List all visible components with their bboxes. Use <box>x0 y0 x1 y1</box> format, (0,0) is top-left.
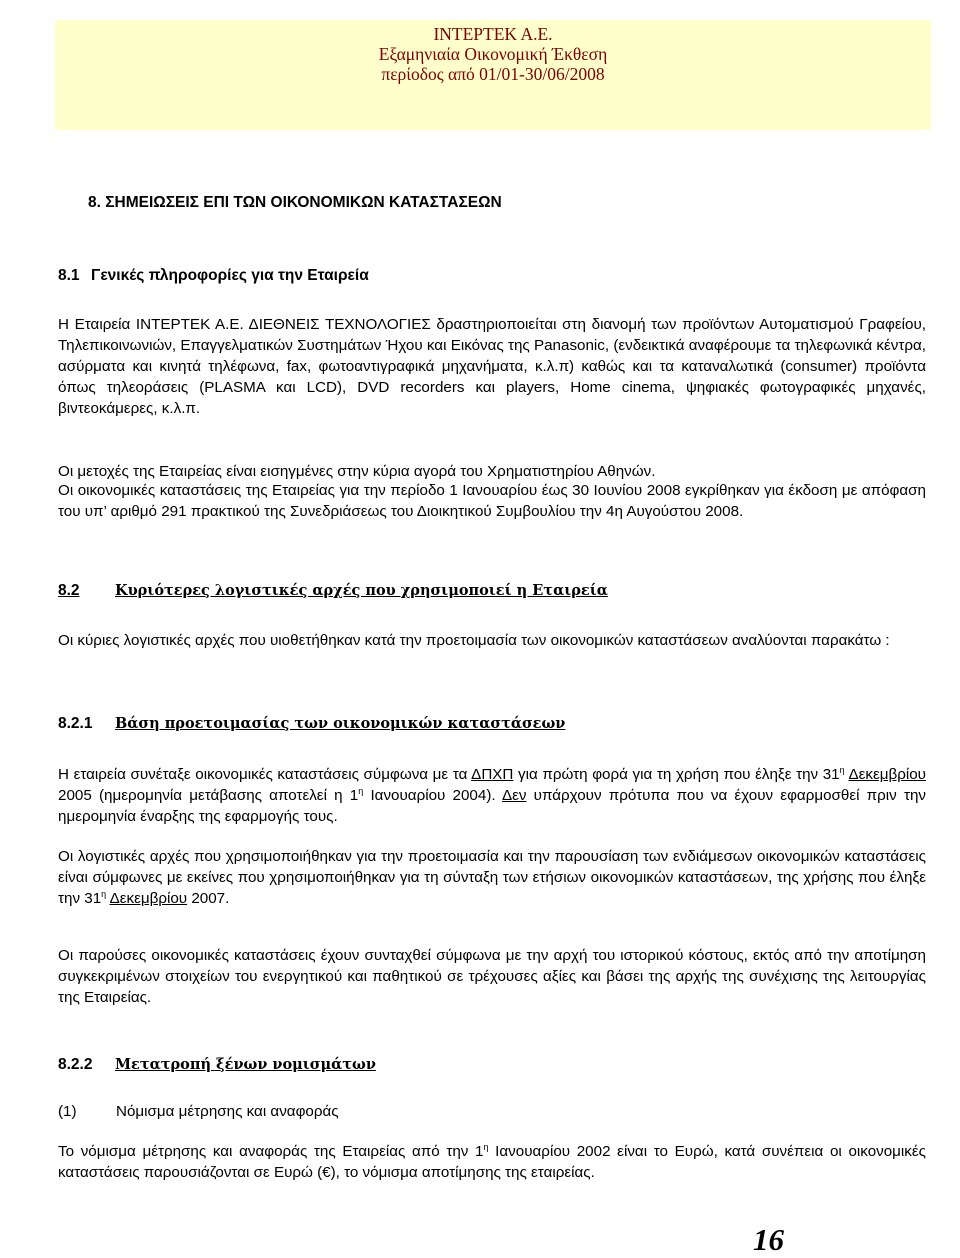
company-activity-paragraph: Η Εταιρεία ΙΝΤΕΡΤΕΚ Α.Ε. ΔΙΕΘΝΕΙΣ ΤΕΧΝΟΛΟΓΙΕΣ δραστηριοποιείται στη διανομή των προϊόντων Αυτοματισμού Γραφείου, Τηλεπικοινωνιών, Επαγγελματικών Συστημάτων Ήχου και Εικόνας της Panasonic, (ενδεικτικά αναφέρουμε τα τηλεφωνικά κέντρα, ασύρματα και κινητά τηλέφωνα, fax, φωτοαντιγραφικά μηχανήματα, κ.λ.π) καθώς και τα καταναλωτικά (consumer) προϊόντα όπως τηλεοράσεις (PLASMA και LCD), DVD recorders και players, Home cinema, ψηφιακές φωτογραφικές μηχανές, βιντεοκάμερες, κ.λ.π. <box>58 316 926 417</box>
section-title: Μετατροπή ξένων νομισμάτων <box>115 1056 376 1073</box>
header-company: ΙΝΤΕΡΤΕΚ Α.Ε. <box>433 24 553 44</box>
section-8-2-2-heading <box>58 1054 926 1075</box>
section-title: Βάση προετοιμασίας των οικονομικών καταστάσεων <box>115 715 566 732</box>
item-title: Νόμισμα μέτρησης και αναφοράς <box>116 1103 339 1120</box>
basis-paragraph-3: Οι παρούσες οικονομικές καταστάσεις έχουν συνταχθεί σύμφωνα με την αρχή του ιστορικού κόστους, εκτός από την αποτίμηση συγκεκριμένων στοιχείων του ενεργητικού και παθητικού σε τρέχουσες αξίες και βάσει της αρχής της συνέχισης της λειτουργίας της Εταιρείας. <box>58 947 926 1006</box>
header-period: περίοδος από 01/01-30/06/2008 <box>381 64 605 84</box>
listing-paragraph: Οι μετοχές της Εταιρείας είναι εισηγμένες στην κύρια αγορά του Χρηματιστηρίου Αθηνών. <box>58 463 656 480</box>
section-8-2-heading <box>58 580 926 601</box>
item-number: (1) <box>58 1103 77 1120</box>
header-report-title: Εξαμηνιαία Οικονομική Έκθεση <box>378 44 608 64</box>
section-8-2-1-heading <box>58 713 926 734</box>
accounting-principles-intro: Οι κύριες λογιστικές αρχές που υιοθετήθηκαν κατά την προετοιμασία των οικονομικών καταστάσεων αναλύονται παρακάτω : <box>58 632 890 649</box>
section-title: Γενικές πληροφορίες για την Εταιρεία <box>91 267 369 284</box>
page-number: 16 <box>753 1222 784 1257</box>
section-title: Κυριότερες λογιστικές αρχές που χρησιμοποιεί η Εταιρεία <box>115 582 608 599</box>
section-8-heading: 8. ΣΗΜΕΙΩΣΕΙΣ ΕΠΙ ΤΩΝ ΟΙΚΟΝΟΜΙΚΩΝ ΚΑΤΑΣΤΑΣΕΩΝ <box>88 194 502 211</box>
section-number: 8.2 <box>58 582 80 599</box>
report-header <box>55 20 931 130</box>
section-number: 8.2.1 <box>58 715 93 732</box>
section-8-1-heading <box>58 265 926 286</box>
subsection-item <box>58 1101 926 1122</box>
basis-paragraph-2: Οι λογιστικές αρχές που χρησιμοποιήθηκαν για την προετοιμασία και την παρουσίαση των ενδιάμεσων οικονομικών καταστάσεις είναι σύμφωνες με εκείνες που χρησιμοποιήθηκαν για τη σύνταξη των ετήσιων οικονομικών καταστάσεων, της χρήσης που έληξε την $31^\eta$ Δεκεμβρίου 2007. <box>58 848 926 907</box>
section-number: 8.2.2 <box>58 1056 93 1073</box>
currency-paragraph: Το νόμισμα μέτρησης και αναφοράς της Εταιρείας από την $1^\eta$ Ιανουαρίου 2002 είναι το Ευρώ, κατά συνέπεια οι οικονομικές καταστάσεις παρουσιάζονται σε Ευρώ (€), το νόμισμα αποτίμησης της εταιρείας. <box>58 1142 926 1181</box>
approval-paragraph: Οι οικονομικές καταστάσεις της Εταιρείας για την περίοδο 1 Ιανουαρίου έως 30 Ιουνίου 2008 εγκρίθηκαν για έκδοση με απόφαση του υπ’ αριθμό 291 πρακτικού της Συνεδριάσεως του Διοικητικού Συμβουλίου την 4η Αυγούστου 2008. <box>58 482 926 520</box>
section-number: 8.1 <box>58 267 80 284</box>
basis-paragraph-1: Η εταιρεία συνέταξε οικονομικές καταστάσεις σύμφωνα με τα ΔΠΧΠ για πρώτη φορά για τη χρήση που έληξε την $31^\eta$ Δεκεμβρίου 2005 (ημερομηνία μετάβασης αποτελεί η $1^\eta$ Ιανουαρίου 2004). Δεν υπάρχουν πρότυπα που να έχουν εφαρμοσθεί πριν την ημερομηνία έναρξης της εφαρμογής τους. <box>58 765 927 825</box>
